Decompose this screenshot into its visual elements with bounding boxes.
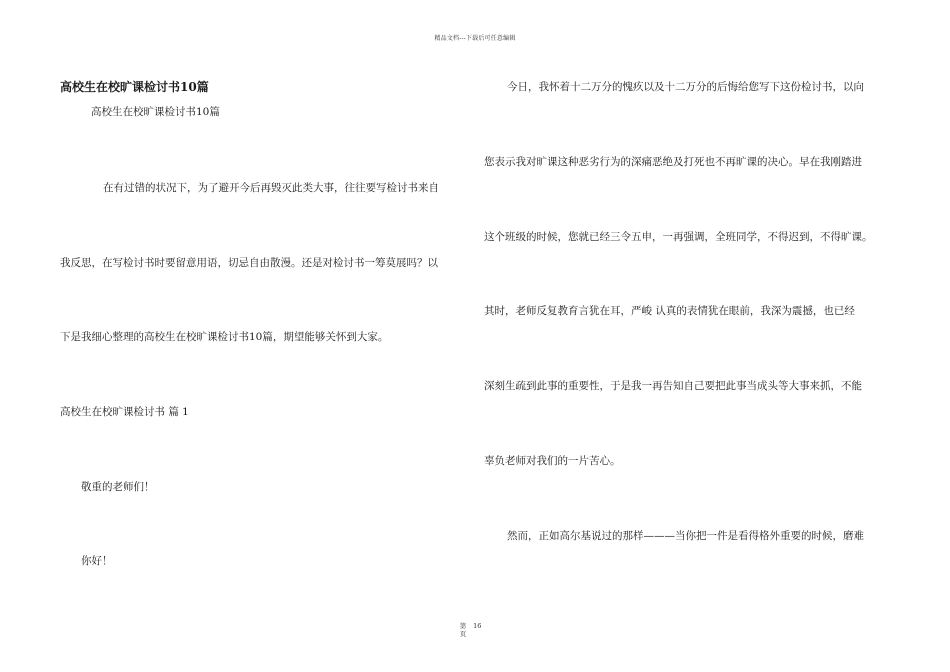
body-line-3: 这个班级的时候，您就已经三令五申，一再强调，全班同学，不得迟到，不得旷课。 (484, 231, 873, 243)
body-line-1: 今日，我怀着十二万分的愧疚以及十二万分的后悔给您写下这份检讨书，以向 (507, 81, 864, 93)
page-label (459, 622, 467, 638)
section-heading: 高校生在校旷课检讨书 篇 1 (60, 406, 189, 418)
body-line-7: 然而，正如高尔基说过的那样———当你把一件是看得格外重要的时候，磨难 (507, 530, 864, 542)
hello-line: 你好！ (81, 555, 113, 567)
body-line-4: 其时，老师反复教育言犹在耳，严峻 认真的表情犹在眼前，我深为震撼，也已经 (484, 305, 855, 317)
page-footer (459, 622, 481, 638)
intro-line-2: 我反思，在写检讨书时要留意用语，切忌自由散漫。还是对检讨书一筹莫展吗？以 (60, 257, 438, 269)
page-label-bottom: 页 (459, 630, 467, 638)
document-title: 高校生在校旷课检讨书10篇 (60, 80, 209, 94)
intro-line-3: 下是我细心整理的高校生在校旷课检讨书10篇，期望能够关怀到大家。 (60, 331, 389, 343)
page-label-top: 第 (459, 622, 467, 630)
document-subtitle: 高校生在校旷课检讨书10篇 (91, 106, 220, 118)
body-line-5: 深刻生疏到此事的重要性，于是我一再告知自己要把此事当成头等大事来抓，不能 (484, 380, 862, 392)
body-line-2: 您表示我对旷课这种恶劣行为的深痛恶绝及打死也不再旷课的决心。早在我刚踏进 (484, 156, 862, 168)
header-note: 精品文档---下载后可任意编辑 (434, 35, 516, 42)
body-line-6: 辜负老师对我们的一片苦心。 (484, 455, 621, 467)
greeting-line: 敬重的老师们！ (81, 481, 155, 493)
intro-line-1: 在有过错的状况下，为了避开今后再毁灭此类大事，往往要写检讨书来自 (103, 182, 439, 194)
page-number: 16 (473, 622, 482, 630)
